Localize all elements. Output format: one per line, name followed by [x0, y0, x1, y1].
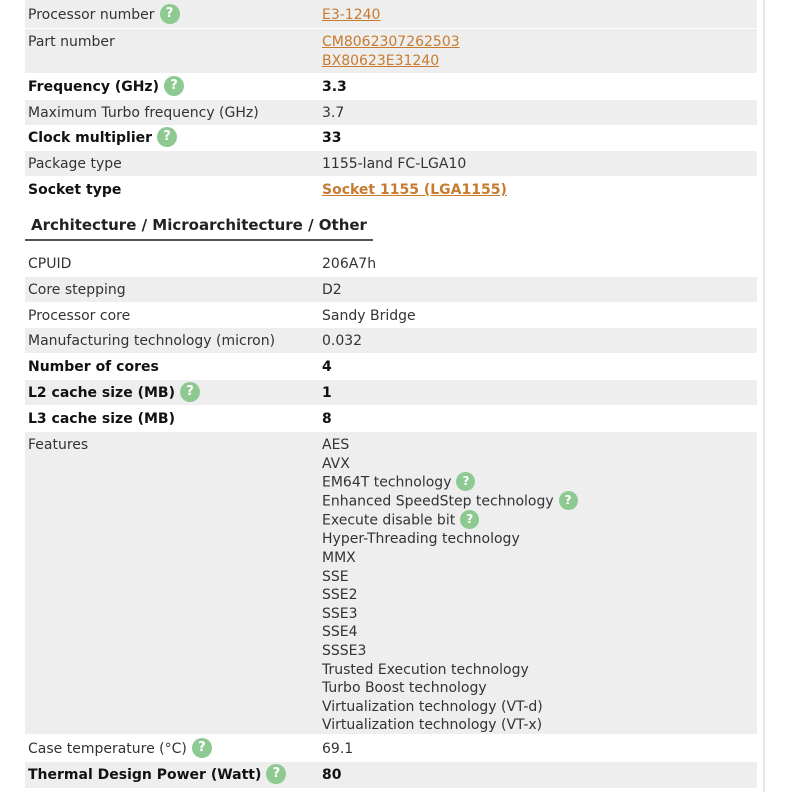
row-value: Sandy Bridge	[322, 308, 416, 324]
row-label: Package type	[28, 156, 122, 172]
row-case-temperature	[25, 736, 757, 761]
row-core-stepping	[25, 277, 757, 302]
row-socket-type	[25, 177, 757, 202]
help-icon[interactable]: ?	[266, 764, 286, 784]
feature-item: Turbo Boost technology	[322, 680, 487, 697]
row-value: 69.1	[322, 741, 354, 757]
panel-border	[763, 0, 765, 792]
help-icon[interactable]: ?	[559, 491, 578, 510]
help-icon[interactable]: ?	[456, 472, 475, 491]
row-processor-number	[25, 0, 757, 28]
feature-item: SSE	[322, 568, 349, 585]
help-icon[interactable]: ?	[157, 127, 177, 147]
row-label: Socket type	[28, 182, 122, 198]
feature-item: Trusted Execution technology	[322, 661, 529, 678]
row-value	[322, 181, 507, 200]
row-value: 33	[322, 130, 342, 146]
row-label: Maximum Turbo frequency (GHz)	[28, 105, 259, 121]
row-cpuid	[25, 251, 757, 276]
row-label: Manufacturing technology (micron)	[28, 333, 276, 349]
help-icon[interactable]: ?	[460, 510, 479, 529]
row-l2-cache	[25, 380, 757, 405]
row-value	[322, 6, 380, 25]
row-label: Processor core	[28, 308, 131, 324]
row-frequency	[25, 74, 757, 99]
row-value: 3.3	[322, 79, 347, 95]
row-features	[25, 432, 757, 734]
row-clock-multiplier	[25, 125, 757, 150]
part-number-link[interactable]: BX80623E31240	[322, 52, 440, 69]
row-value	[322, 33, 460, 70]
row-label: Core stepping	[28, 282, 126, 298]
row-label: CPUID	[28, 256, 72, 272]
processor-number-link[interactable]: E3-1240	[322, 7, 381, 23]
socket-type-link[interactable]: Socket 1155 (LGA1155)	[322, 182, 507, 198]
feature-item: EM64T technology ?	[322, 473, 578, 492]
row-processor-core	[25, 303, 757, 328]
row-label: L3 cache size (MB)	[28, 411, 175, 427]
help-icon[interactable]: ?	[192, 738, 212, 758]
row-label: Thermal Design Power (Watt) ?	[28, 765, 286, 785]
part-number-link[interactable]: CM8062307262503	[322, 34, 460, 50]
row-label: Case temperature (°C) ?	[28, 739, 212, 759]
feature-item: SSE4	[322, 624, 358, 641]
help-icon[interactable]: ?	[164, 76, 184, 96]
row-value: 206A7h	[322, 256, 377, 272]
row-l3-cache	[25, 406, 757, 431]
row-label: Clock multiplier ?	[28, 128, 177, 148]
row-part-number	[25, 29, 757, 73]
feature-item: AVX	[322, 455, 350, 472]
row-value: 1155-land FC-LGA10	[322, 156, 467, 172]
feature-item: Virtualization technology (VT-x)	[322, 717, 543, 734]
feature-item: SSE3	[322, 605, 358, 622]
row-max-turbo	[25, 100, 757, 125]
feature-item: Execute disable bit ?	[322, 511, 578, 530]
row-label: Processor number ?	[28, 5, 180, 25]
section-title: Architecture / Microarchitecture / Other	[25, 212, 373, 241]
feature-item: Virtualization technology (VT-d)	[322, 698, 543, 715]
row-label: Features	[28, 437, 89, 453]
row-value: 80	[322, 767, 342, 783]
row-number-of-cores	[25, 354, 757, 379]
feature-item: SSE2	[322, 587, 358, 604]
help-icon[interactable]: ?	[160, 4, 180, 24]
row-value: 8	[322, 411, 332, 427]
row-label: L2 cache size (MB) ?	[28, 383, 200, 403]
row-value: D2	[322, 282, 342, 298]
row-tdp	[25, 762, 757, 788]
row-value: 4	[322, 359, 332, 375]
feature-item: Enhanced SpeedStep technology ?	[322, 492, 578, 511]
feature-item: AES	[322, 437, 350, 453]
row-label: Frequency (GHz) ?	[28, 77, 184, 97]
row-label: Number of cores	[28, 359, 159, 375]
row-value: 0.032	[322, 333, 363, 349]
row-value: 1	[322, 385, 332, 401]
row-package-type	[25, 151, 757, 176]
row-label: Part number	[28, 34, 115, 50]
row-manufacturing-technology	[25, 328, 757, 353]
help-icon[interactable]: ?	[180, 382, 200, 402]
feature-item: MMX	[322, 550, 356, 567]
features-list	[322, 436, 578, 735]
row-value: 3.7	[322, 105, 345, 121]
feature-item: SSSE3	[322, 643, 367, 660]
feature-item: Hyper-Threading technology	[322, 531, 520, 548]
